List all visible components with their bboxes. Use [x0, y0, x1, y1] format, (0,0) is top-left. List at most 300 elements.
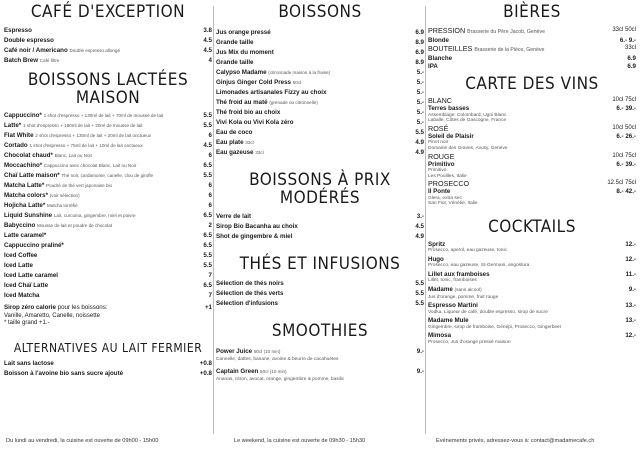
item-name — [216, 108, 280, 118]
column-divider-right — [425, 6, 426, 434]
wine-name: Terres basses — [428, 105, 470, 113]
cocktail-row — [428, 286, 636, 295]
item-name — [216, 38, 253, 48]
item-price: 4.9 — [415, 232, 424, 240]
column-coffee — [4, 4, 212, 379]
bouteilles-size: 33cl — [624, 45, 636, 52]
item-subtitle: Blanc, Lait ou Noir — [54, 152, 93, 158]
item-name-text: Espresso — [4, 26, 32, 34]
item-name-text: Sélection de thés verts — [216, 290, 284, 298]
item-name-text: Matcha colors* — [4, 191, 49, 199]
boissons-list — [216, 28, 424, 158]
wine-name: Il Ponte — [428, 188, 451, 196]
wine-group-header — [428, 124, 636, 133]
item-price: 4.5 — [203, 46, 212, 54]
wine-group-header — [428, 179, 636, 188]
wine-row — [428, 161, 636, 169]
item-name-text: Lait sans lactose — [4, 360, 54, 368]
item-name-text: Grande taille — [216, 38, 254, 46]
cocktails-title: COCKTAILS — [488, 216, 576, 237]
menu-item — [4, 359, 212, 369]
cocktail-description: Prosecco, aperol, eau gazeuse, tonic — [428, 248, 507, 254]
cocktail-name: Madame Mule — [428, 317, 469, 325]
menu-item — [4, 231, 212, 241]
cocktail-price: 11.- — [625, 270, 636, 278]
column-drinks — [216, 4, 424, 386]
wine-name: Primitivo — [428, 160, 455, 168]
item-name-text: Iced Latte caramel — [4, 271, 58, 279]
sirop-price: +1 — [204, 303, 212, 311]
item-name-text: Iced Chaï Latte — [4, 281, 49, 289]
menu-item — [216, 68, 424, 78]
wine-group-sizes: 10cl 75cl — [612, 97, 636, 104]
menu-item — [4, 281, 212, 291]
item-name-text: Café noir / Americano — [4, 46, 68, 54]
item-price: 5.- — [416, 78, 424, 86]
alternatives-title: ALTERNATIVES AU LAIT FERMIER — [13, 340, 203, 355]
item-name — [4, 231, 46, 241]
menu-item — [4, 26, 212, 36]
menu-item — [216, 222, 424, 232]
menu-item — [4, 221, 212, 231]
item-size: 50cl (10 min) — [253, 349, 281, 355]
cocktail-name: Lillet aux framboises — [428, 270, 490, 278]
item-name-text: Latte* — [4, 121, 22, 129]
item-name-text: Jus Mix du moment — [216, 48, 274, 56]
item-name — [4, 161, 136, 171]
wine-price: 6.- 39.- — [616, 105, 636, 113]
wine-description: Primitivo Les Pouilles, Italie — [428, 168, 467, 179]
smoothies-title: SMOOTHIES — [271, 321, 369, 342]
cocktail-name-wrap — [428, 302, 478, 310]
item-name-text: Moccachino* — [4, 161, 43, 169]
cocktail-description: Lillet, tonic, framboises — [428, 278, 477, 284]
item-name-text: Latte caramel* — [4, 231, 47, 239]
item-subtitle: Poudré de thé vert japonaise bio — [45, 182, 113, 188]
cocktails-list — [428, 241, 636, 346]
cocktail-description: Gingembre, sirop de framboise, Génépi, Prosecco, Gingerbeer — [428, 324, 562, 330]
item-name-text: Hojicha Latte* — [4, 201, 46, 209]
item-description: Cannelle, dattes, banane, avoine & beurre de cacahuètes — [216, 357, 339, 363]
wine-name: Soleil de Plaisir — [428, 132, 474, 140]
menu-item — [4, 151, 212, 161]
item-name — [4, 201, 78, 211]
lactees-title: BOISSONS LACTÉES MAISON — [27, 69, 189, 108]
bottle-row — [428, 55, 636, 63]
sirop-row — [4, 303, 212, 313]
item-name-text: Sélection d'infusions — [216, 300, 278, 308]
cocktail-description: Vodka, Liqueur de café, double espresso, sirop de sucre — [428, 309, 548, 315]
wine-price: 6.- 39.- — [616, 160, 636, 168]
item-price: 5.- — [416, 68, 424, 76]
item-price: +0.8 — [199, 370, 212, 378]
item-price: 9.- — [416, 348, 424, 356]
item-name-text: Cappuccino praliné* — [4, 241, 64, 249]
item-name-text: Iced Coffee — [4, 251, 38, 259]
wine-group-header — [428, 96, 636, 105]
item-name-text: Chocolat chaud* — [4, 151, 53, 159]
item-name-text: Liquid Sunshine — [4, 211, 53, 219]
menu-item — [216, 128, 424, 138]
item-price: 5.- — [416, 118, 424, 126]
item-name-text: Calypso Madame — [216, 68, 267, 76]
item-name — [216, 347, 280, 357]
item-subtitle: Cappuccino avec chocolat Blanc, Lait ou Noir — [43, 162, 137, 168]
item-subtitle: 1 shot d'espresso + 75ml de lait + 10ml de lait onctueux — [29, 142, 143, 148]
item-price: 5.5 — [415, 128, 424, 136]
menu-item — [4, 141, 212, 151]
cocktail-description: Prosecco, eau gazeuse, St-Germain, angostura — [428, 263, 530, 269]
item-name — [4, 291, 39, 301]
item-name — [216, 138, 254, 148]
cocktail-name-wrap — [428, 317, 469, 325]
cocktail-row — [428, 317, 636, 325]
menu-item — [4, 161, 212, 171]
wine-description: Glera, extra sec San Fior, Vénétie, Italie — [428, 195, 478, 207]
item-name — [216, 98, 318, 108]
item-name — [4, 261, 33, 271]
item-name-text: Iced Matcha — [4, 291, 40, 299]
item-price: 5.- — [416, 88, 424, 96]
menu-item — [4, 56, 212, 66]
item-subtitle: 1 shot d'espresso + 130ml de lait + 70ml de mousse de lait — [43, 112, 164, 118]
cocktail-row — [428, 302, 636, 310]
item-price: 4.5 — [415, 222, 424, 230]
bouteilles-label: BOUTEILLES — [428, 44, 473, 54]
item-name-text: Limonades artisanales Fizzy au choix — [216, 88, 327, 96]
item-name — [4, 171, 153, 181]
item-price: 4.5 — [203, 36, 212, 44]
pression-header — [428, 26, 636, 37]
smoothies-list — [216, 347, 424, 382]
menu-item — [4, 121, 212, 131]
menu-item — [216, 78, 424, 88]
item-name-text: Ginjus Ginger Cold Press — [216, 78, 291, 86]
item-name — [4, 211, 136, 221]
bottle-name: Blanche — [428, 55, 453, 63]
cocktail-description: Prosecco, Jus d'orange pressé maison — [428, 339, 511, 345]
wine-description: Pinot noir Domaine des Graves, Avusy, Genève — [428, 140, 508, 151]
item-name — [4, 111, 163, 121]
item-price: 6.9 — [415, 28, 424, 36]
item-name-text: Eau de coco — [216, 128, 253, 136]
wine-group-sizes: 10cl 50cl — [612, 124, 636, 131]
cocktail-name: Espresso Martini — [428, 302, 478, 310]
item-name — [4, 369, 123, 379]
item-price: 6.5 — [203, 281, 212, 289]
menu-item — [4, 251, 212, 261]
item-price: 6.5 — [203, 231, 212, 239]
wine-row — [428, 133, 636, 141]
footer-weekend-hours: Le weekend, la cuisine est ouverte de 09h30 - 15h30 — [234, 438, 366, 444]
item-name — [216, 78, 301, 88]
smoothie-item — [216, 347, 424, 357]
menu-item — [216, 98, 424, 108]
item-price: 6.5 — [203, 161, 212, 169]
item-name — [216, 28, 271, 38]
menu-item — [216, 138, 424, 148]
item-name — [4, 26, 32, 36]
item-price: 3.8 — [203, 26, 212, 34]
item-name-text: Double espresso — [4, 36, 54, 44]
item-subtitle: (voir sélection) — [49, 192, 80, 198]
cocktail-price: 12.- — [625, 255, 636, 263]
menu-item — [4, 201, 212, 211]
menu-item — [216, 58, 424, 68]
item-name — [4, 151, 92, 161]
menu-item — [216, 232, 424, 242]
item-price: 8.9 — [415, 38, 424, 46]
item-name-text: Babyccino — [4, 221, 36, 229]
item-subtitle: (grenade ou citronnelle) — [269, 99, 318, 105]
item-name — [4, 359, 54, 369]
sirop-rest: pour les boissons: — [57, 303, 108, 311]
wine-row — [428, 105, 636, 113]
menu-item — [4, 369, 212, 379]
wine-price: 8.- 42.- — [616, 188, 636, 196]
bottle-name: IPA — [428, 62, 438, 70]
vins-title: CARTE DES VINS — [465, 74, 599, 95]
item-subtitle: Double espresso allongé — [69, 47, 121, 53]
bottle-price: 6.9 — [627, 55, 636, 63]
item-name — [216, 367, 287, 377]
cocktail-description: Jus d'orange, pomme, fruit rouge — [428, 294, 499, 300]
item-price: 5.5 — [203, 121, 212, 129]
pression-sizes: 33cl 50cl — [612, 26, 636, 33]
menu-item — [4, 261, 212, 271]
item-name — [4, 281, 48, 291]
item-name — [216, 212, 251, 222]
item-name-text: Grande taille — [216, 58, 254, 66]
wine-group-header — [428, 152, 636, 161]
item-price: 6 — [208, 191, 212, 199]
item-name-text: Eau plate — [216, 138, 244, 146]
item-price: 5.- — [416, 98, 424, 106]
menu-item — [4, 46, 212, 56]
item-name — [4, 191, 80, 201]
menu-item — [4, 171, 212, 181]
cocktail-price: 9.- — [628, 286, 636, 294]
bouteilles-header — [428, 44, 636, 55]
thes-title: THÉS ET INFUSIONS — [239, 253, 401, 274]
cocktail-row — [428, 332, 636, 340]
item-name — [4, 241, 64, 251]
alternatives-list — [4, 359, 212, 379]
item-subtitle: Thé noir, cardamome, canelle, clou de girofle — [61, 172, 154, 178]
item-subtitle: Matcha torréfié — [47, 202, 78, 208]
item-price: 6 — [208, 181, 212, 189]
wine-group-sizes: 12.5cl 75cl — [607, 180, 636, 187]
footer-weekday-hours: Du lundi au vendredi, la cuisine est ouverte de 09h00 - 15h00 — [6, 438, 159, 444]
item-name-text: Cortado — [4, 141, 28, 149]
item-price: 6.5 — [203, 211, 212, 219]
item-subtitle: Mousse de lait et poudre de chocolat — [37, 222, 113, 228]
item-price: 5.5 — [415, 300, 424, 308]
menu-item — [216, 28, 424, 38]
item-name — [4, 36, 54, 46]
item-name — [4, 141, 143, 151]
thes-list — [216, 279, 424, 309]
blonde-price: 6.- 9.- — [619, 36, 636, 44]
cocktail-name: Mimosa — [428, 332, 452, 340]
item-name-text: Thé froid bio au choix — [216, 108, 281, 116]
item-price: +0.8 — [199, 360, 212, 368]
item-name-text: Shot de gingembre & miel — [216, 232, 293, 240]
item-price: 4.9 — [415, 138, 424, 146]
menu-item — [216, 279, 424, 289]
item-price: 5.5 — [415, 280, 424, 288]
column-alcohol — [428, 4, 636, 347]
bieres-title: BIÈRES — [503, 2, 561, 22]
item-name-text: Cappuccino* — [4, 111, 42, 119]
item-subtitle: Lait, curcuma, gingembre, miel et poivre — [53, 212, 136, 218]
item-price: 3.- — [416, 212, 424, 220]
cocktail-price: 12.- — [625, 240, 636, 248]
cocktail-name: Madame — [428, 286, 453, 294]
blonde-row — [428, 37, 636, 45]
item-name-text: Sélection de thés noirs — [216, 280, 284, 288]
blonde-name: Blonde — [428, 36, 449, 44]
menu-item — [216, 88, 424, 98]
item-description: Ananas, citron, avocat, orange, gingembre & pomme, basilic — [216, 376, 345, 382]
item-name — [216, 148, 264, 158]
bottle-price: 6.9 — [627, 62, 636, 70]
lactees-list — [4, 111, 212, 301]
item-name — [4, 56, 59, 66]
item-name-text: Jus orange pressé — [216, 28, 271, 36]
item-price: 9.- — [416, 367, 424, 375]
wine-group-label: BLANC — [428, 96, 452, 106]
item-name — [216, 118, 293, 128]
item-price: 2 — [208, 221, 212, 229]
wine-group-label: ROSÉ — [428, 123, 449, 133]
item-name-text: Matcha Latte* — [4, 181, 45, 189]
item-price: 5.5 — [203, 251, 212, 259]
prix-moderes-title: BOISSONS À PRIX MODÉRÉS — [249, 169, 391, 208]
item-name-text: Batch Brew — [4, 56, 39, 64]
item-price: 5.5 — [415, 290, 424, 298]
item-name — [216, 88, 326, 98]
cocktail-price: 12.- — [625, 332, 636, 340]
item-name — [216, 222, 298, 232]
menu-item — [4, 36, 212, 46]
item-name-text: Thé froid au maté — [216, 98, 268, 106]
menu-item — [4, 271, 212, 281]
menu-item — [216, 108, 424, 118]
item-name-text: Iced Latte — [4, 261, 33, 269]
column-divider-left — [213, 6, 214, 434]
item-name — [216, 299, 278, 309]
wine-group-sizes: 10cl 75cl — [612, 152, 636, 159]
item-subtitle: Café filtre — [39, 57, 60, 63]
item-name-text: Flat White — [4, 131, 34, 139]
cocktail-name-wrap — [428, 286, 482, 295]
wine-description: Assemblage: Colombard, Ugni Blanc Laballe, Côtes de Gascogne, France — [428, 112, 507, 124]
bottles-list — [428, 55, 636, 70]
item-name-text: Verre de lait — [216, 212, 252, 220]
item-price: 7 — [208, 291, 212, 299]
item-price: 6.9 — [415, 48, 424, 56]
item-name-text: Vivi Kola ou Vivi Kola zéro — [216, 118, 294, 126]
menu-item — [216, 148, 424, 158]
menu-item — [216, 299, 424, 309]
sirop-name: Sirop zéro calorie — [4, 303, 56, 311]
item-name — [4, 271, 58, 281]
item-price: 7 — [208, 271, 212, 279]
menu-item — [4, 211, 212, 221]
cocktail-price: 13.- — [625, 302, 636, 310]
menu-item — [216, 38, 424, 48]
item-price: 6 — [208, 151, 212, 159]
item-size: 50cl (10 min) — [260, 368, 287, 374]
item-subtitle: 1 shot d'espresso + 180ml de lait + 20ml de mousse de lait — [22, 122, 143, 128]
wine-group-label: ROUGE — [428, 151, 455, 161]
pression-label: PRESSION — [428, 25, 466, 35]
cocktail-size: (sans alcool) — [454, 288, 482, 294]
item-name-text: Eau gazeuse — [216, 148, 254, 156]
item-price: 4 — [208, 56, 212, 64]
item-name — [4, 46, 120, 56]
smoothie-item — [216, 367, 424, 377]
item-name — [216, 232, 292, 242]
item-name — [4, 121, 143, 131]
menu-item — [216, 118, 424, 128]
item-name — [216, 68, 330, 78]
item-subtitle: 33cl — [255, 149, 264, 155]
item-subtitle: 33cl — [245, 139, 254, 145]
item-name — [216, 279, 284, 289]
menu-item — [216, 48, 424, 58]
cocktail-name: Spritz — [428, 240, 446, 248]
item-price: 5.- — [416, 108, 424, 116]
boissons-title: BOISSONS — [278, 2, 362, 22]
item-name — [4, 131, 151, 141]
item-price: 4.5 — [203, 141, 212, 149]
item-price: 5.5 — [203, 111, 212, 119]
wine-group-label: PROSECCO — [428, 179, 470, 189]
cocktail-name: Hugo — [428, 255, 444, 263]
wine-row — [428, 188, 636, 196]
bottle-row — [428, 63, 636, 71]
menu-item — [216, 289, 424, 299]
item-name — [4, 221, 112, 231]
vins-list — [428, 96, 636, 207]
footer-private-events: Evénements privés, adressez-vous à: contact@madamecafe.ch — [436, 438, 595, 444]
menu-item — [216, 212, 424, 222]
item-name-text: Boisson à l'avoine bio sans sucre ajouté — [4, 370, 124, 378]
cafe-title: CAFÉ D'EXCEPTION — [30, 2, 186, 22]
pression-brewery: Brasserie du Père Jacob, Genève — [467, 28, 546, 35]
cocktail-name-wrap — [428, 332, 451, 340]
item-price: 6 — [208, 201, 212, 209]
prix-moderes-list — [216, 212, 424, 242]
item-name-text: Chaï Latte maison* — [4, 171, 60, 179]
item-price: 8.9 — [415, 58, 424, 66]
item-price: 6 — [208, 131, 212, 139]
item-price: 6.5 — [203, 241, 212, 249]
item-price: 4.9 — [415, 148, 424, 156]
item-name-text: Power Juice — [216, 348, 253, 356]
menu-item — [4, 191, 212, 201]
sirop-flavors: Vanille, Amaretto, Canelle, noissette — [4, 312, 100, 319]
cafe-list — [4, 26, 212, 66]
item-price: 5.5 — [203, 261, 212, 269]
menu-item — [4, 131, 212, 141]
item-name — [216, 48, 274, 58]
cocktail-price: 13.- — [625, 317, 636, 325]
item-name-text: Sirop Bio Bacanha au choix — [216, 222, 298, 230]
item-subtitle: 50cl — [292, 79, 302, 85]
